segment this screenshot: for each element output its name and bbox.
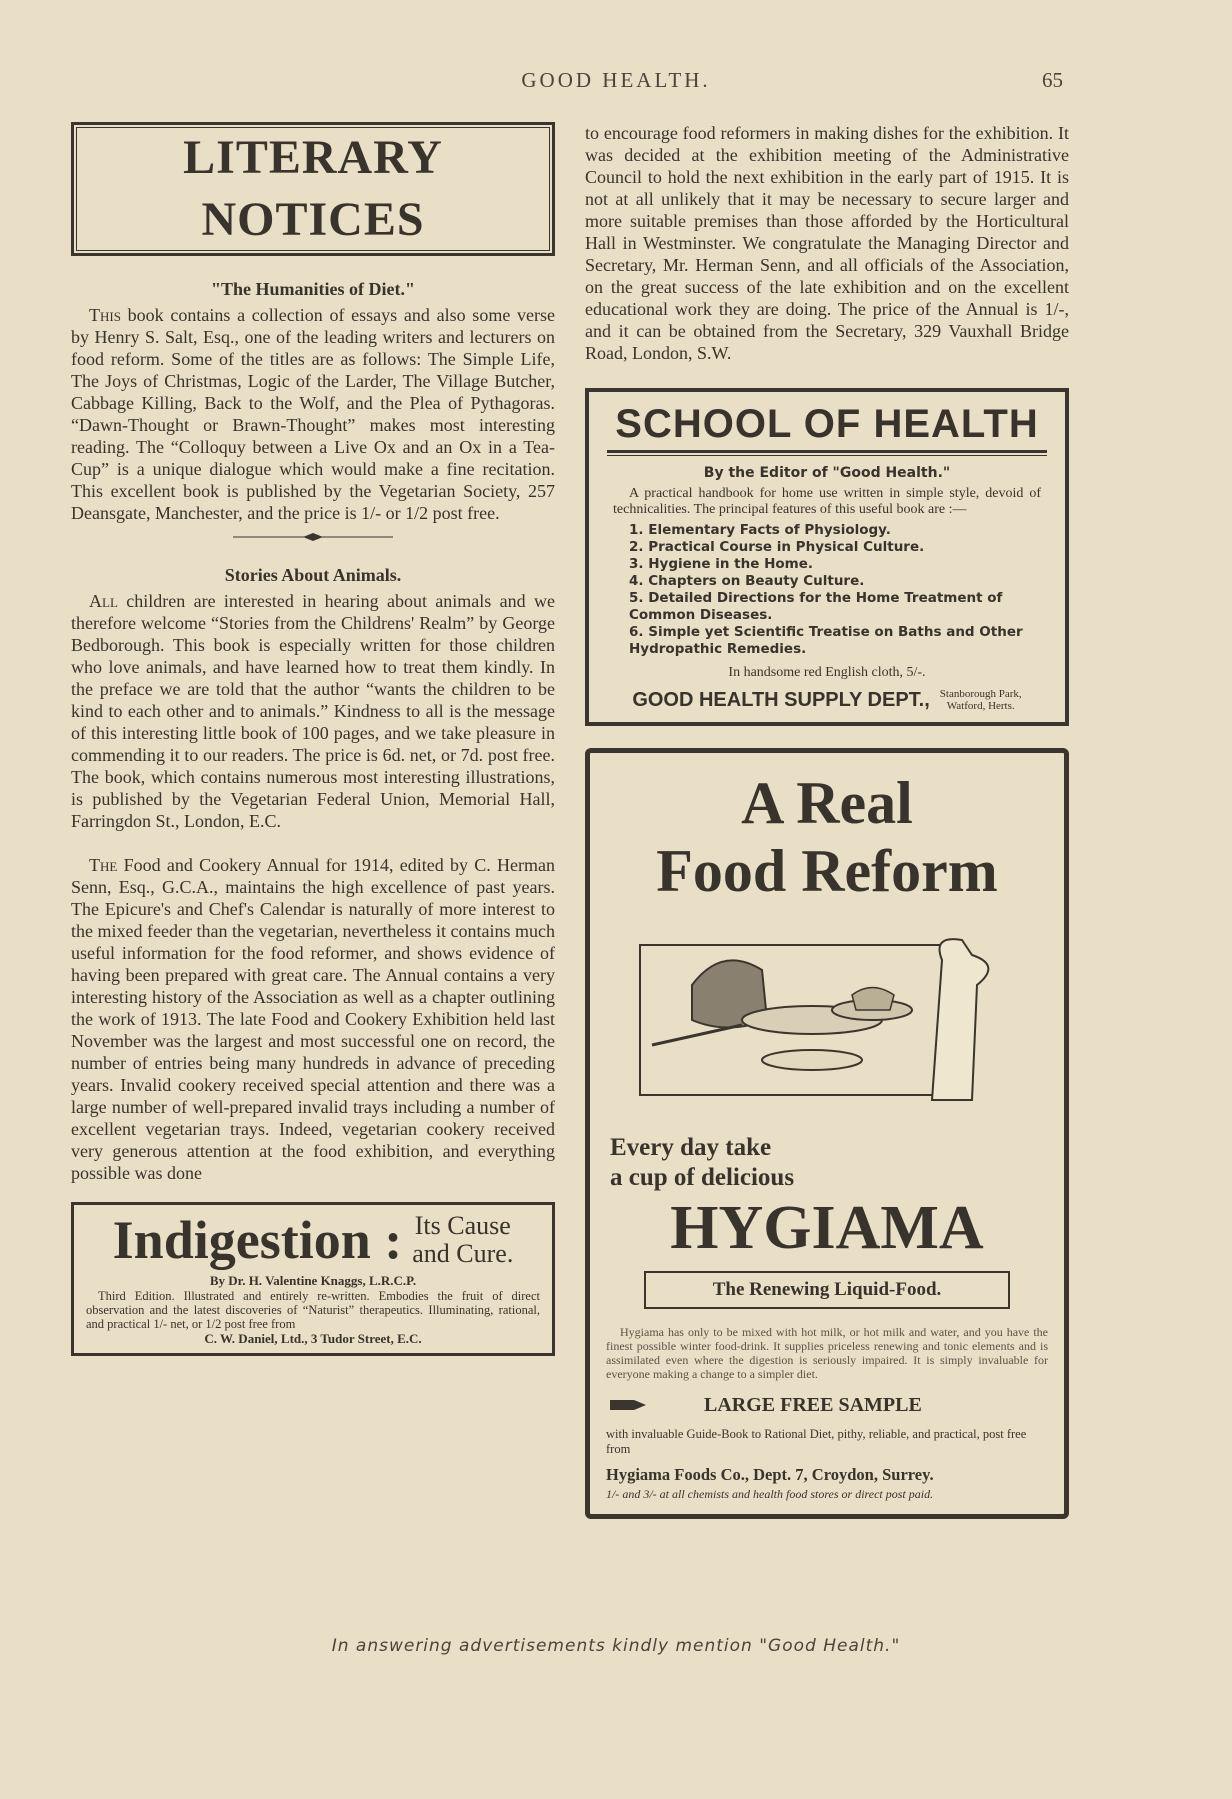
article-body-continued: to encourage food reformers in making dishes for the exhibition. It was decided at the exhibition meeting of the Administrative Council to hold the next exhibition in the early part of 1915. It is not at all unlikely that it may be necessary to secure larger and more suitable premises than those afforded by the Horticultural Hall in Westminster. We congratulate the Managing Director and Secretary, Mr. Herman Senn, and all officials of the Association, on the great success of the late exhibition and on the excellent educational work they are doing. The price of the Annual is 1/-, and it can be obtained from the Secretary, 329 Vauxhall Bridge Road, London, S.W. — [585, 123, 1069, 363]
ad-brand: HYGIAMA — [670, 1194, 984, 1262]
ad-headline-2: Food Reform — [656, 838, 998, 904]
ad-binding: In handsome red English cloth, 5/-. — [728, 665, 926, 680]
article-continued — [585, 122, 1069, 364]
feature-item: 6. Simple yet Scientific Treatise on Baths and Other Hydropathic Remedies. — [629, 624, 1023, 657]
school-of-health-advertisement — [585, 388, 1069, 726]
ad-address-1: Stanborough Park, — [939, 688, 1022, 700]
left-column — [71, 122, 555, 1356]
breakfast-table-illustration — [632, 925, 1022, 1115]
ad-address-2: Watford, Herts. — [946, 700, 1015, 712]
ad-sample-detail: with invaluable Guide-Book to Rational Diet, pithy, reliable, and practical, post free from — [606, 1427, 1027, 1456]
ad-company: Hygiama Foods Co., Dept. 7, Croydon, Surrey. — [606, 1465, 934, 1484]
ad-tagline-1: Every day take — [610, 1134, 772, 1161]
literary-notices-banner — [71, 122, 555, 256]
article-heading: "The Humanities of Diet." — [211, 279, 415, 299]
hygiama-advertisement — [585, 748, 1069, 1519]
ad-body: Third Edition. Illustrated and entirely re-written. Embodies the fruit of direct observation and the latest discoveries of “Naturist” therapeutics. Illuminating, rational, and practical 1/- net, or 1/2 post free from — [86, 1289, 540, 1331]
ad-subtitle-1: Its Cause — [414, 1211, 511, 1240]
ad-headline-1: A Real — [741, 770, 913, 836]
pointing-hand-icon — [610, 1397, 648, 1413]
ad-subtitle-2: and Cure. — [412, 1239, 514, 1268]
article-body: All children are interested in hearing about animals and we therefore welcome “Stories from the Childrens' Realm” by George Bedborough. This book is especially written for those children who love animals, and have learned how to treat them kindly. In the preface we are told that the author “wants the children to be kind to each other and to animals.” Kindness to all is the message of this interesting little book of 100 pages, and we take pleasure in commending it to our readers. The price is 6d. net, or 7d. post free. The book, which contains numerous most interesting illustrations, is published by the Vegetarian Federal Union, Memorial Hall, Farringdon St., London, E.C. — [71, 591, 555, 831]
feature-item: 5. Detailed Directions for the Home Treatment of Common Diseases. — [629, 590, 1003, 623]
ad-body: Hygiama has only to be mixed with hot milk, or hot milk and water, and you have the finest possible winter food-drink. It supplies priceless renewing and tonic elements and is assimilated even where the digestion is seriously impaired. It is simply invaluable for everyone making a change to a simpler diet. — [606, 1325, 1048, 1381]
right-column — [585, 122, 1069, 1519]
article-food-cookery-annual — [71, 854, 555, 1184]
ad-author: By Dr. H. Valentine Knaggs, L.R.C.P. — [209, 1273, 417, 1288]
feature-list — [589, 518, 1065, 658]
page-number: 65 — [1042, 68, 1063, 92]
article-stories-about-animals — [71, 564, 555, 832]
ad-byline: By the Editor of "Good Health." — [703, 465, 951, 481]
feature-item: 4. Chapters on Beauty Culture. — [629, 573, 865, 589]
indigestion-advertisement — [71, 1202, 555, 1356]
feature-item: 3. Hygiene in the Home. — [629, 556, 814, 572]
article-body: This book contains a collection of essays and also some verse by Henry S. Salt, Esq., one of the leading writers and lecturers on food reform. Some of the titles are as follows: The Simple Life, The Joys of Christmas, Logic of the Larder, The Village Butcher, Cabbage Killing, Back to the Wolf, and the Plea of Pythagoras. “Dawn-Thought or Brawn-Thought” makes most interesting reading. The “Colloquy between a Live Ox and an Ox in a Tea-Cup” is a unique dialogue which would make a fine recitation. This excellent book is published by the Vegetarian Society, 257 Deansgate, Manchester, and the price is 1/- or 1/2 post free. — [71, 305, 555, 523]
ornamental-divider — [233, 532, 393, 542]
article-humanities-of-diet — [71, 278, 555, 524]
ad-supplier: GOOD HEALTH SUPPLY DEPT., — [632, 689, 930, 711]
feature-item: 2. Practical Course in Physical Culture. — [629, 539, 925, 555]
ad-title: Indigestion : — [112, 1210, 403, 1270]
section-title: LITERARY NOTICES — [183, 131, 443, 246]
ad-prices: 1/- and 3/- at all chemists and health food stores or direct post paid. — [606, 1487, 934, 1501]
article-heading: Stories About Animals. — [224, 565, 402, 585]
footer-note: In answering advertisements kindly mention "Good Health." — [331, 1636, 901, 1656]
running-title: GOOD HEALTH. — [521, 68, 711, 92]
ad-slogan: The Renewing Liquid-Food. — [644, 1271, 1010, 1309]
ad-title: SCHOOL OF HEALTH — [615, 402, 1039, 446]
feature-item: 1. Elementary Facts of Physiology. — [629, 522, 891, 538]
article-body: The Food and Cookery Annual for 1914, edited by C. Herman Senn, Esq., G.C.A., maintains the high excellence of past years. The Epicure's and Chef's Calendar is naturally of more interest to the mixed feeder than the vegetarian, nevertheless it contains much useful information for the food reformer, and shows evidence of having been prepared with great care. The Annual contains a very interesting history of the Association as well as a chapter outlining the work of 1913. The late Food and Cookery Exhibition held last November was the largest and most successful one on record, the number of entries being many hundreds in advance of preceding years. Invalid cookery received special attention and there was a large number of well-prepared invalid trays including a number of excellent vegetarian trays. Indeed, vegetarian cookery received very generous attention at the food exhibition, and everything possible was done — [71, 855, 555, 1183]
ad-sample: LARGE FREE SAMPLE — [704, 1394, 922, 1416]
ad-tagline-2: a cup of delicious — [610, 1164, 795, 1191]
ad-publisher: C. W. Daniel, Ltd., 3 Tudor Street, E.C. — [204, 1331, 422, 1346]
ad-intro: A practical handbook for home use written in simple style, devoid of technicalities. The principal features of this useful book are :— — [613, 486, 1041, 517]
